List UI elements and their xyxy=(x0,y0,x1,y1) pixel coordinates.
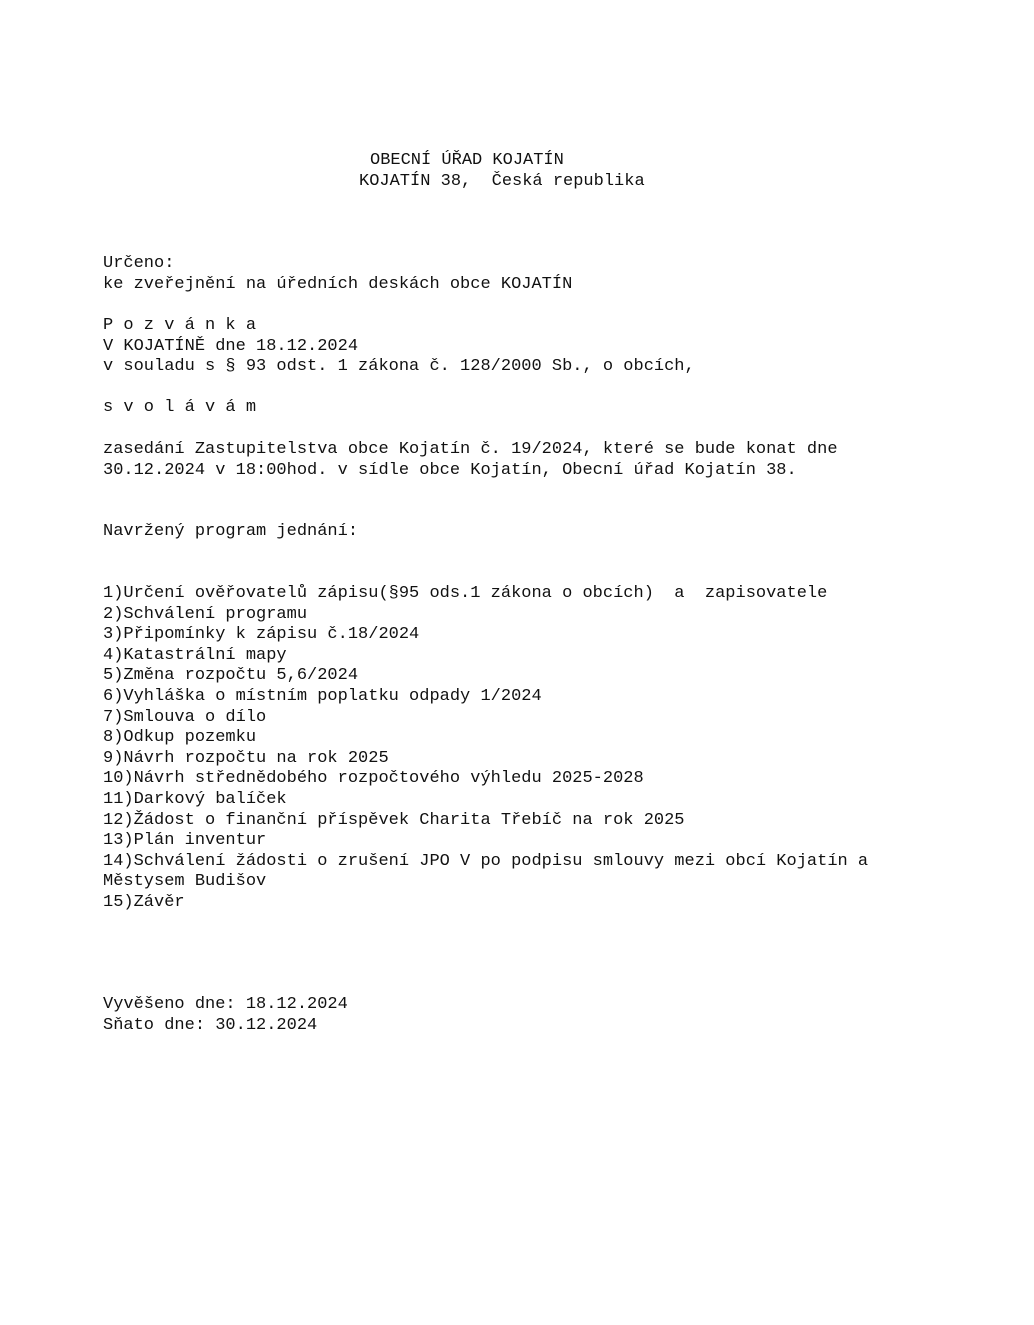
recipient-label: Určeno: xyxy=(103,254,175,273)
office-name: OBECNÍ ÚŘAD KOJATÍN xyxy=(370,151,564,170)
list-item: 7)Smlouva o dílo xyxy=(103,707,267,727)
recipient-text: ke zveřejnění na úředních deskách obce KOJATÍN xyxy=(103,274,573,294)
list-item: 6)Vyhláška o místním poplatku odpady 1/2024 xyxy=(103,686,542,706)
office-address: KOJATÍN 38, Česká republika xyxy=(359,172,645,191)
meeting-block xyxy=(103,440,963,481)
convene-text: s v o l á v á m xyxy=(103,398,257,417)
list-item: 3)Připomínky k zápisu č.18/2024 xyxy=(103,625,420,645)
list-item: 4)Katastrální mapy xyxy=(103,645,287,665)
list-item: 8)Odkup pozemku xyxy=(103,728,257,748)
list-item: 13)Plán inventur xyxy=(103,831,267,851)
list-item: 12)Žádost o finanční příspěvek Charita Třebíč na rok 2025 xyxy=(103,810,685,830)
list-item: 11)Darkový balíček xyxy=(103,789,287,809)
meeting-line-1: zasedání Zastupitelstva obce Kojatín č. 19/2024, které se bude konat dne xyxy=(103,440,838,459)
invitation-legal-basis: v souladu s § 93 odst. 1 zákona č. 128/2000 Sb., o obcích, xyxy=(103,357,695,377)
list-item: Městysem Budišov xyxy=(103,872,267,892)
list-item: 1)Určení ověřovatelů zápisu(§95 ods.1 zákona o obcích) a zapisovatele xyxy=(103,584,828,603)
list-item: 5)Změna rozpočtu 5,6/2024 xyxy=(103,666,359,686)
recipient-block xyxy=(103,254,963,295)
posted-date: Vyvěšeno dne: 18.12.2024 xyxy=(103,995,348,1014)
list-item: 9)Návrh rozpočtu na rok 2025 xyxy=(103,748,389,768)
program-heading: Navržený program jednání: xyxy=(103,522,359,541)
program-heading-block xyxy=(103,522,963,543)
list-item: 14)Schválení žádosti o zrušení JPO V po podpisu smlouvy mezi obcí Kojatín a xyxy=(103,851,869,871)
posting-block xyxy=(103,995,963,1036)
invitation-place-date: V KOJATÍNĚ dne 18.12.2024 xyxy=(103,336,359,356)
program-list xyxy=(103,584,963,914)
list-item: 15)Závěr xyxy=(103,892,185,912)
list-item: 10)Návrh střednědobého rozpočtového výhledu 2025-2028 xyxy=(103,769,644,789)
invitation-block xyxy=(103,316,963,378)
list-item: 2)Schválení programu xyxy=(103,604,308,624)
convene-block xyxy=(103,398,963,419)
meeting-line-2: 30.12.2024 v 18:00hod. v sídle obce Kojatín, Obecní úřad Kojatín 38. xyxy=(103,460,797,480)
removed-date: Sňato dne: 30.12.2024 xyxy=(103,1015,318,1035)
invitation-title: P o z v á n k a xyxy=(103,316,257,335)
